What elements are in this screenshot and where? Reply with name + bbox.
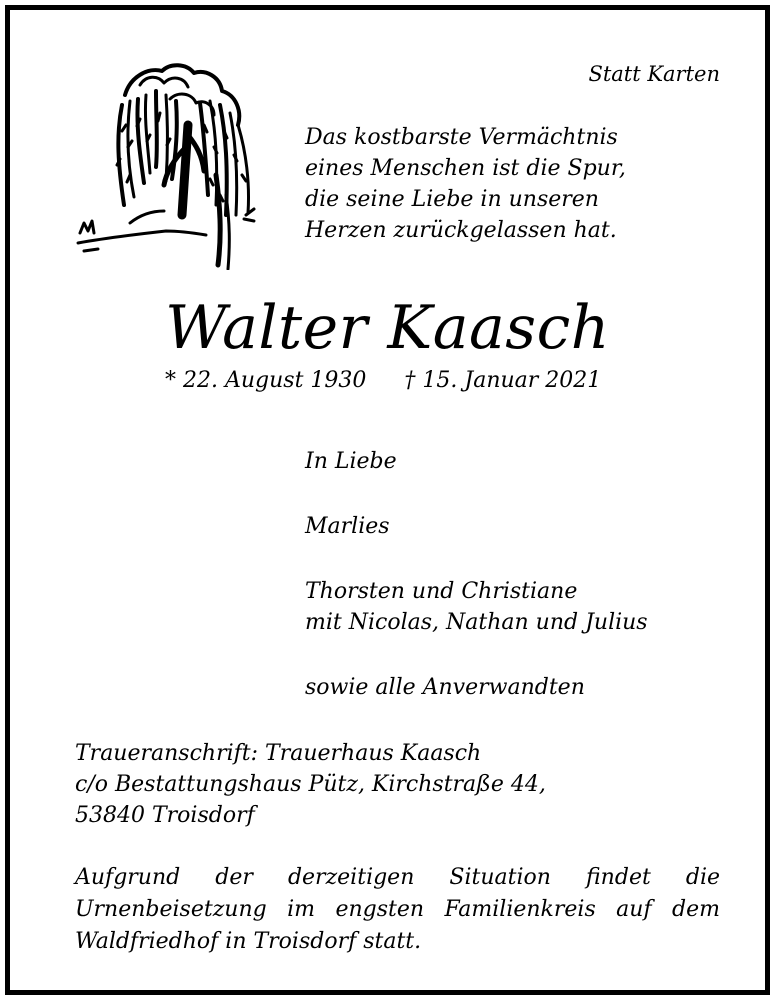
memorial-quote — [305, 122, 626, 246]
burial-notice — [75, 862, 720, 958]
obituary-card — [5, 5, 770, 995]
address-line: Traueranschrift: Trauerhaus Kaasch — [75, 741, 482, 766]
life-dates — [165, 368, 601, 393]
notice-line: Waldfriedhof in Troisdorf statt. — [75, 929, 422, 954]
mourner-relatives: sowie alle Anverwandten — [305, 675, 585, 700]
death-date: † 15. Januar 2021 — [404, 368, 602, 393]
quote-line: Herzen zurückgelassen hat. — [305, 218, 617, 243]
mourner-family: mit Nicolas, Nathan und Julius — [305, 610, 648, 635]
mourners-block — [305, 446, 648, 703]
mourning-address — [75, 738, 546, 831]
address-line: c/o Bestattungshaus Pütz, Kirchstraße 44, — [75, 772, 546, 797]
mourner-family: Thorsten und Christiane — [305, 579, 578, 604]
deceased-name: Walter Kaasch — [165, 293, 610, 363]
quote-line: eines Menschen ist die Spur, — [305, 156, 626, 181]
birth-date: * 22. August 1930 — [165, 368, 367, 393]
willow-tree-icon — [70, 55, 270, 270]
notice-line: Aufgrund der derzeitigen Situation findet die — [75, 865, 720, 890]
statt-karten-label: Statt Karten — [588, 62, 720, 86]
quote-line: die seine Liebe in unseren — [305, 187, 599, 212]
quote-line: Das kostbarste Vermächtnis — [305, 125, 618, 150]
mourner-spouse: Marlies — [305, 514, 390, 539]
notice-line: Urnenbeisetzung im engsten Familienkreis auf dem — [75, 897, 720, 922]
mourners-intro: In Liebe — [305, 449, 397, 474]
address-line: 53840 Troisdorf — [75, 803, 255, 828]
